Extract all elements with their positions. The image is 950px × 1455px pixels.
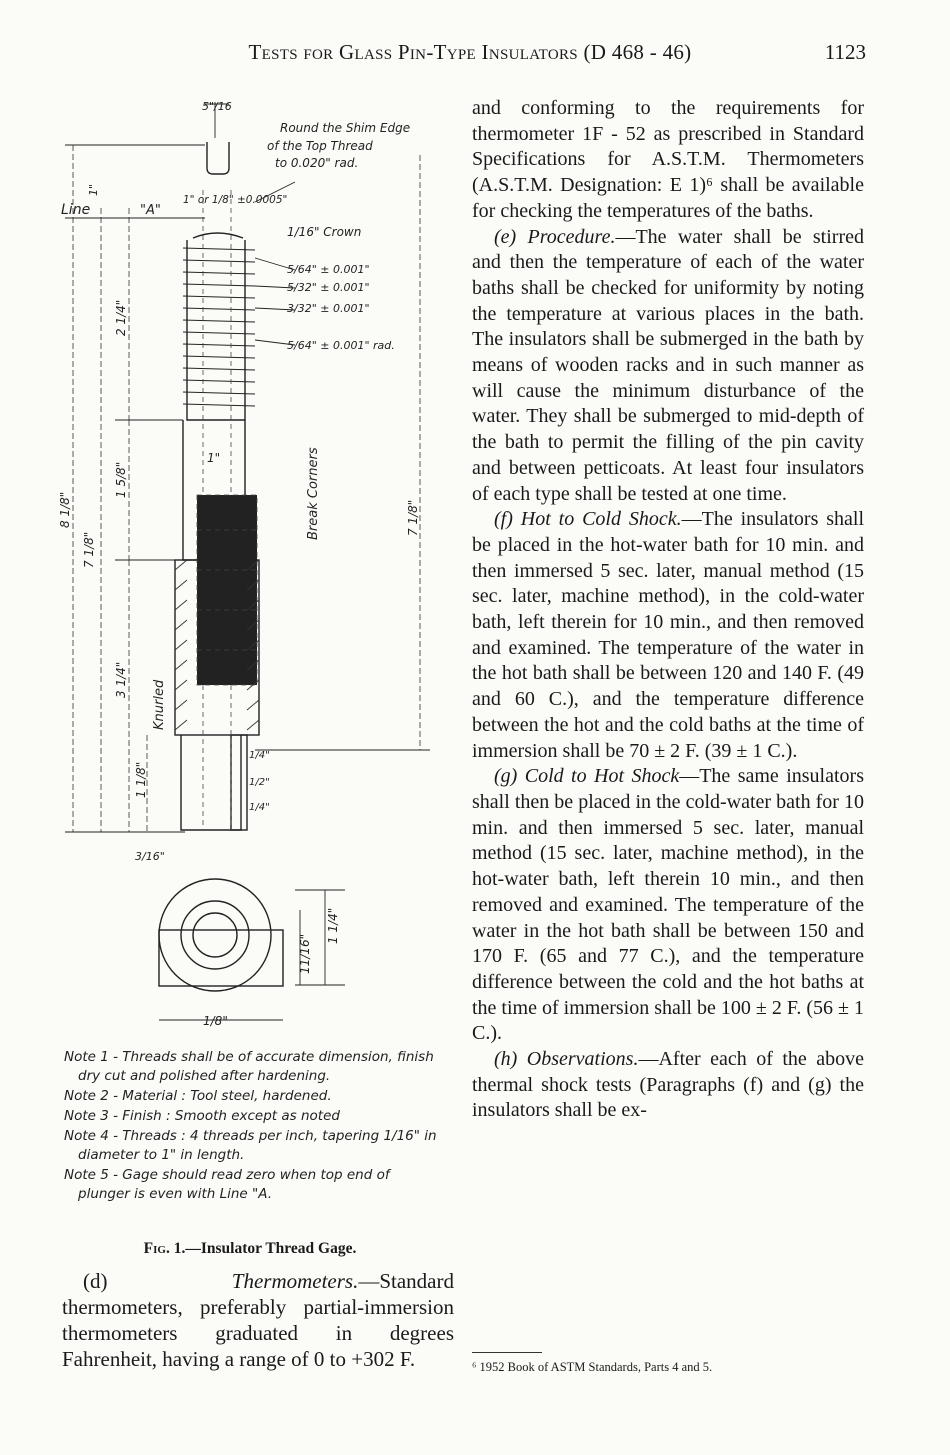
- label-quarter-2: 1/4": [249, 802, 270, 813]
- label-dim-4: 5/64" ± 0.001" rad.: [287, 339, 395, 352]
- figure-caption-label: Fig. 1.: [143, 1240, 186, 1257]
- label-knurled: Knurled: [152, 679, 167, 730]
- figure-note: Note 4 - Threads : 4 threads per inch, tapering 1/16" in diameter to 1" in length.: [64, 1128, 437, 1163]
- label-dim-2: 5/32" ± 0.001": [287, 281, 370, 294]
- figure-caption-text: —Insulator Thread Gage.: [185, 1240, 357, 1257]
- insulator-thread-gage-figure: [55, 90, 455, 1040]
- thermometer-requirements-paragraph: and conforming to the requirements for thermometer 1F - 52 as prescribed in Standard Specifications for A.S.T.M. Thermometers (A.S.T.M. Designation: E 1)⁶ shall be available for checking the temperatures of the baths.: [472, 97, 864, 222]
- label-top-width: 5"/16: [202, 100, 232, 113]
- cold-to-hot-heading: Cold to Hot Shock: [524, 765, 680, 788]
- figure-note: Note 1 - Threads shall be of accurate dimension, finish dry cut and polished after hardening.: [64, 1049, 434, 1084]
- label-dim-1: 5/64" ± 0.001": [287, 263, 370, 276]
- label-len-7a: 7 1/8": [82, 531, 96, 568]
- para-label-g: (g): [494, 765, 518, 788]
- label-quarter-1: 1/4": [249, 750, 270, 761]
- procedure-body: —The water shall be stirred and then the temperature of each of the water baths shall be checked for uniformity by noting the temperature at various places in the bath. The insulators shall be submerged in the bath by means of wooden racks and in such manner as will cause the minimum disturbance of the water. They shall be submerged to mid-depth of the bath to permit the filling of the pin cavity and between petticoats. At least four insulators of each type shall be tested at one time.: [472, 225, 864, 505]
- label-len-mid: 1 5/8": [114, 461, 128, 498]
- label-base: 3/16": [135, 850, 165, 863]
- label-end-2: 11/16": [298, 933, 312, 974]
- figure-note: Note 5 - Gage should read zero when top end of plunger is even with Line "A.: [64, 1167, 390, 1202]
- label-half: 1/2": [249, 777, 270, 788]
- footnote-rule: [472, 1352, 542, 1353]
- label-top-diameter: 1" or 1/8" ±0.0005": [183, 194, 288, 206]
- gage-drawing-svg: [55, 90, 455, 1040]
- label-a: "A": [140, 203, 161, 218]
- observations-body: —After each of the above thermal shock tests (Paragraphs (f) and (g) the insulators shall be ex-: [472, 1048, 864, 1122]
- label-shim-note-2: of the Top Thread: [267, 139, 373, 153]
- hot-to-cold-paragraph: [472, 507, 864, 764]
- page-number: 1123: [824, 40, 866, 64]
- label-crown: 1/16" Crown: [287, 225, 362, 239]
- label-len-1: 1": [87, 183, 100, 196]
- thermometers-paragraph: [62, 1268, 454, 1372]
- thread-lines: [183, 248, 255, 406]
- para-label-h: (h): [494, 1048, 518, 1071]
- hot-to-cold-heading: Hot to Cold Shock.: [520, 508, 682, 531]
- figure-note: Note 2 - Material : Tool steel, hardened.: [64, 1088, 332, 1104]
- observations-heading: Observations.: [526, 1048, 639, 1071]
- procedure-paragraph: [472, 225, 864, 508]
- label-shim-note-1: Round the Shim Edge: [280, 121, 411, 135]
- hot-to-cold-body: —The insulators shall be placed in the hot-water bath for 10 min. and then immersed 5 sec. later, manual method (15 sec. later, machine method), in the cold-water bath, left therein for 10 min., and then removed and examined. The temperature of the water in the hot bath shall be between 120 and 140 F. (49 and 60 C.), and the temperature difference between the hot and the cold baths at the time of immersion shall be 70 ± 2 F. (39 ± 1 C.).: [472, 508, 864, 762]
- para-label-e: (e): [494, 225, 517, 248]
- label-end-1: 1 1/4": [326, 907, 340, 944]
- label-knurl-length: 3 1/4": [114, 661, 128, 698]
- footnote: ⁶ 1952 Book of ASTM Standards, Parts 4 and 5.: [472, 1360, 713, 1374]
- para-label-f: (f): [494, 508, 513, 531]
- figure-note: Note 3 - Finish : Smooth except as noted: [64, 1108, 340, 1124]
- observations-paragraph: [472, 1047, 864, 1124]
- label-len-sq: 1": [207, 451, 221, 465]
- label-line: Line: [61, 202, 91, 218]
- procedure-heading: Procedure.: [527, 225, 616, 248]
- para-label-d: (d): [83, 1269, 108, 1293]
- label-end-3: 1/8": [203, 1014, 228, 1028]
- right-column: [472, 96, 864, 1124]
- label-shim-note-3: to 0.020" rad.: [275, 156, 359, 170]
- label-dim-3: 3/32" ± 0.001": [287, 302, 370, 315]
- label-total-length: 8 1/8": [58, 491, 72, 528]
- label-thread-length: 2 1/4": [114, 299, 128, 336]
- label-break-corners: Break Corners: [306, 447, 321, 540]
- thermometers-body: —Standard thermometers, preferably partial-immersion thermometers graduated in degrees Fahrenheit, having a range of 0 to +302 F.: [62, 1269, 454, 1371]
- label-len-right: 7 1/8": [406, 499, 420, 536]
- thermometers-heading: Thermometers.: [231, 1269, 359, 1293]
- cold-to-hot-body: —The same insulators shall then be placed in the cold-water bath for 10 min. and then immersed 5 sec. later, manual method (15 sec. later, machine method), in the hot-water bath, left therein 10 min., and then removed and examined. The temperature of the water in the hot bath shall be between 150 and 170 F. (65 and 77 C.), and the temperature difference between the cold and the hot baths at the time of immersion shall be 100 ± 2 F. (56 ± 1 C.).: [472, 765, 864, 1045]
- figure-caption: [60, 1240, 440, 1258]
- label-bottom-length: 1 1/8": [134, 761, 148, 798]
- cold-to-hot-paragraph: [472, 764, 864, 1047]
- figure-notes: [64, 1048, 444, 1205]
- running-header-title: Tests for Glass Pin-Type Insulators (D 468 - 46): [248, 40, 692, 64]
